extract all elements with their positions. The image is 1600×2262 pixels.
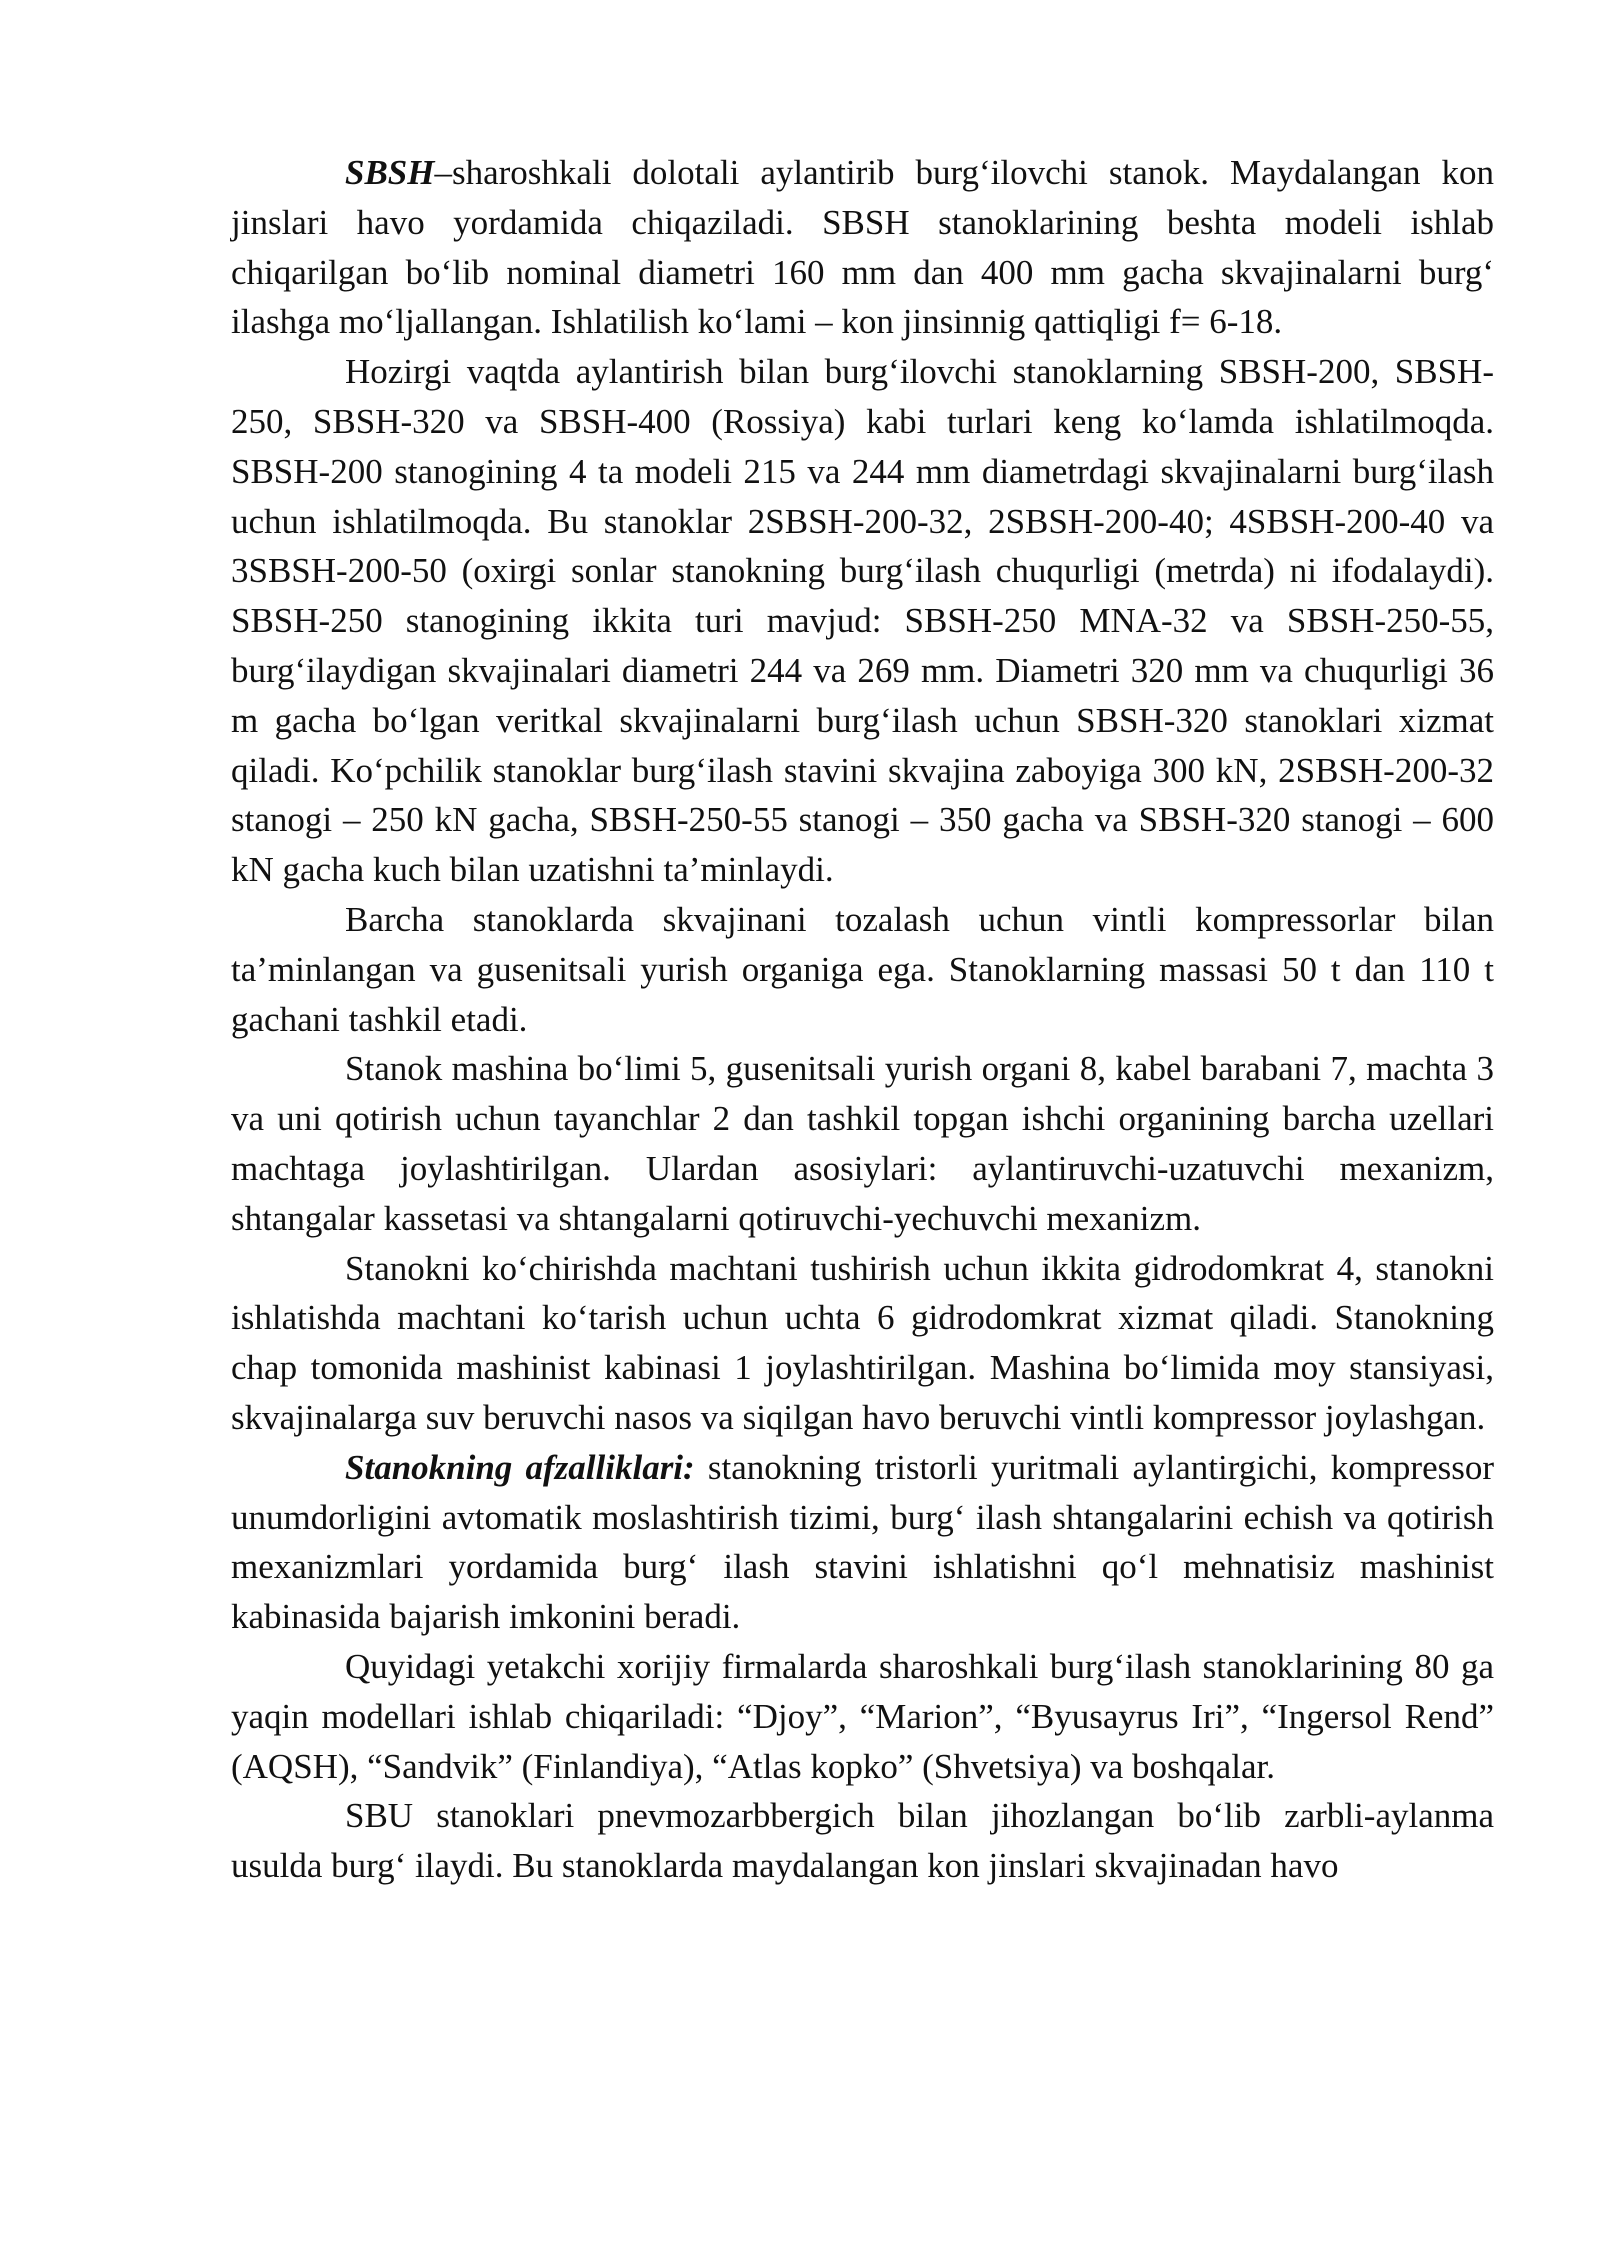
paragraph-text: Barcha stanoklarda skvajinani tozalash uchun vintli kompressorlar bilan ta’minlangan va gusenitsali yurish organiga ega. Stanoklarning massasi 50 t dan 110 t gachani tashkil etadi. — [231, 899, 1494, 1039]
paragraph-machine-parts — [231, 1044, 1494, 1243]
paragraph-text: Hozirgi vaqtda aylantirish bilan burg‘ilovchi stanoklarning SBSH-200, SBSH-250, SBSH-320 va SBSH-400 (Rossiya) kabi turlari keng ko‘lamda ishlatilmoqda. SBSH-200 stanogining 4 ta modeli 215 va 244 mm diametrdagi skvajinalarni burg‘ilash uchun ishlatilmoqda. Bu stanoklar 2SBSH-200-32, 2SBSH-200-40; 4SBSH-200-40 va 3SBSH-200-50 (oxirgi sonlar stanokning burg‘ilash chuqurligi (metrda) ni ifodalaydi). SBSH-250 stanogining ikkita turi mavjud: SBSH-250 MNA-32 va SBSH-250-55, burg‘ilaydigan skvajinalari diametri 244 va 269 mm. Diametri 320 mm va chuqurligi 36 m gacha bo‘lgan veritkal skvajinalarni burg‘ilash uchun SBSH-320 stanoklari xizmat qiladi. Ko‘pchilik stanoklar burg‘ilash stavini skvajina zaboyiga 300 kN, 2SBSH-200-32 stanogi – 250 kN gacha, SBSH-250-55 stanogi – 350 gacha va SBSH-320 stanogi – 600 kN gacha kuch bilan uzatishni ta’minlaydi. — [231, 352, 1494, 890]
paragraph-compressors — [231, 895, 1494, 1044]
paragraph-lead: Stanokning afzalliklari: — [345, 1447, 695, 1487]
paragraph-text: SBU stanoklari pnevmozarbbergich bilan jihozlangan bo‘lib zarbli-aylanma usulda burg‘ ilaydi. Bu stanoklarda maydalangan kon jinslari skvajinadan havo — [231, 1796, 1494, 1886]
paragraph-text: stanokning tristorli yuritmali aylantirgichi, kompressor unumdorligini avtomatik moslashtirish tizimi, burg‘ ilash shtangalarini echish va qotirish mexanizmlari yordamida burg‘ ilash stavini ishlatishni qo‘l mehnatisiz mashinist kabinasida bajarish imkonini beradi. — [231, 1447, 1495, 1637]
paragraph-advantages — [231, 1443, 1494, 1642]
paragraph-sbu-stanoks — [231, 1791, 1494, 1891]
paragraph-lead: SBSH — [345, 153, 435, 192]
document-page — [231, 148, 1494, 1891]
paragraph-text: Quyidagi yetakchi xorijiy firmalarda sharoshkali burg‘ilash stanoklarining 80 ga yaqin modellari ishlab chiqariladi: “Djoy”, “Marion”, “Byusayrus Iri”, “Ingersol Rend” (AQSH), “Sandvik” (Finlandiya), “Atlas kopko” (Shvetsiya) va boshqalar. — [231, 1646, 1494, 1786]
paragraph-text: –sharoshkali dolotali aylantirib burg‘ilovchi stanok. Maydalangan kon jinslari havo yordamida chiqaziladi. SBSH stanoklarining beshta modeli ishlab chiqarilgan bo‘lib nominal diametri 160 mm dan 400 mm gacha skvajinalarni burg‘ ilashga mo‘ljallangan. Ishlatilish ko‘lami – kon jinsinnig qattiqligi f= 6-18. — [231, 153, 1494, 342]
paragraph-sbsh-definition — [231, 148, 1494, 347]
paragraph-sbsh-models — [231, 347, 1494, 895]
paragraph-foreign-firms — [231, 1642, 1494, 1791]
paragraph-text: Stanok mashina bo‘limi 5, gusenitsali yurish organi 8, kabel barabani 7, machta 3 va uni qotirish uchun tayanchlar 2 dan tashkil topgan ishchi organining barcha uzellari machtaga joylashtirilgan. Ulardan asosiylari: aylantiruvchi-uzatuvchi mexanizm, shtangalar kassetasi va shtangalarni qotiruvchi-yechuvchi mexanizm. — [231, 1049, 1494, 1238]
paragraph-mast-hydraulics — [231, 1244, 1494, 1443]
paragraph-text: Stanokni ko‘chirishda machtani tushirish uchun ikkita gidrodomkrat 4, stanokni ishlatishda machtani ko‘tarish uchun uchta 6 gidrodomkrat xizmat qiladi. Stanokning chap tomonida mashinist kabinasi 1 joylashtirilgan. Mashina bo‘limida moy stansiyasi, skvajinalarga suv beruvchi nasos va siqilgan havo beruvchi vintli kompressor joylashgan. — [231, 1248, 1494, 1437]
